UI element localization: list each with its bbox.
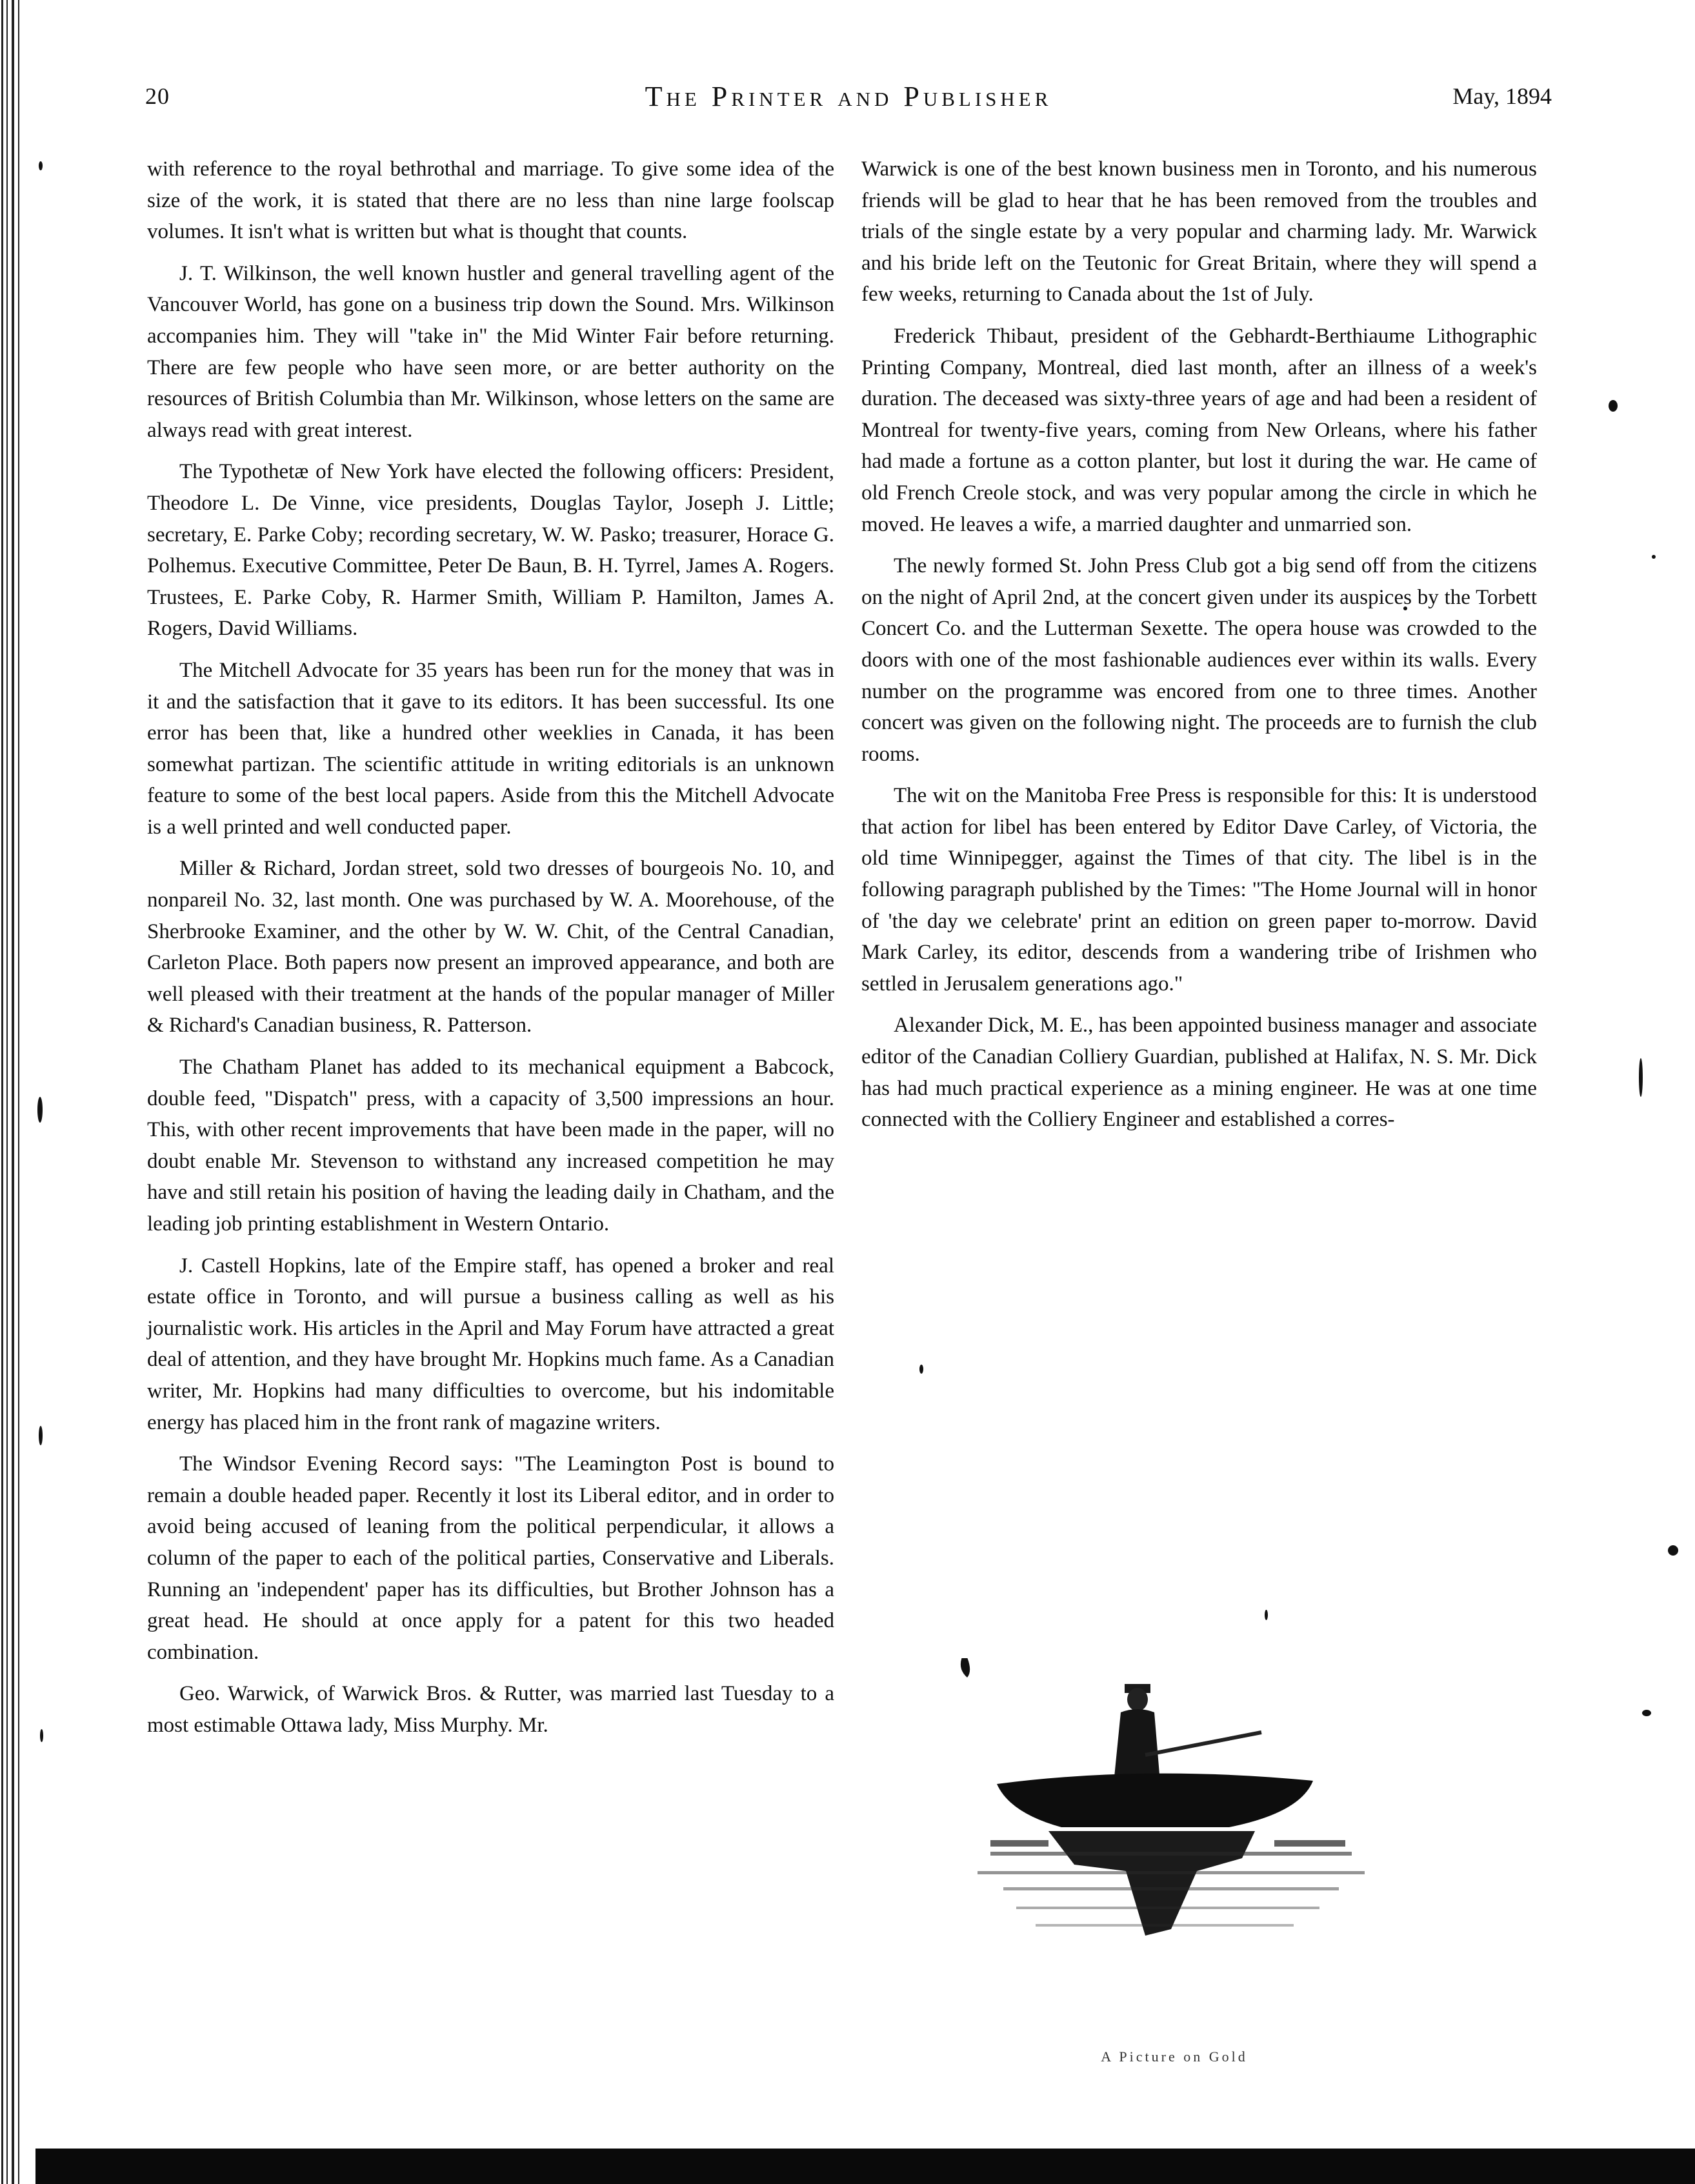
- scan-speck: [1668, 1545, 1678, 1556]
- scan-edge-artifact: [0, 0, 26, 2184]
- article-paragraph: J. Castell Hopkins, late of the Empire staff, has opened a broker and real estate office in Toronto, and will pursue a business calling as well as his journalistic work. His articles in the April and May Forum have attracted a great deal of attention, and they have brought Mr. Hopkins much fame. As a Canadian writer, Mr. Hopkins had many difficulties to overcome, but his indomitable energy has placed him in the front rank of magazine writers.: [147, 1254, 834, 1434]
- scan-speck: [39, 161, 43, 170]
- running-head: [145, 77, 1552, 123]
- article-paragraph: Frederick Thibaut, president of the Gebhardt-Berthiaume Lithographic Printing Company, Montreal, died last month, after an illness of a week's duration. The deceased was sixty-three years of age and had been a resident of Montreal for twenty-five years, coming from New Orleans, where his father had made a fortune as a cotton planter, but lost it during the war. He came of old French Creole stock, and was very popular among the circle in which he moved. He leaves a wife, a married daughter and unmarried son.: [861, 324, 1537, 536]
- scan-speck: [919, 1365, 923, 1374]
- photo-caption: A Picture on Gold: [1101, 2049, 1248, 2065]
- article-paragraph: The wit on the Manitoba Free Press is responsible for this: It is understood that action for libel has been entered by Editor Dave Carley, of Victoria, the old time Winnipegger, against the Times of that city. The libel is in the following paragraph published by the Times: "The Home Journal will in honor of 'the day we celebrate' print an edition on green paper to-morrow. David Mark Carley, its editor, descends from a wandering tribe of Irishmen who settled in Jerusalem generations ago.": [861, 784, 1537, 996]
- article-paragraph: Alexander Dick, M. E., has been appointed business manager and associate editor of the Canadian Colliery Guardian, published at Halifax, N. S. Mr. Dick has had much practical experience as a mining engineer. He was at one time connected with the Colliery Engineer and established a corres-: [861, 1014, 1537, 1132]
- scan-speck: [1639, 1058, 1643, 1097]
- article-paragraph: with reference to the royal bethrothal and marriage. To give some idea of the size of the work, it is stated that there are no less than nine large foolscap volumes. It isn't what is written but what is thought that counts.: [147, 157, 834, 244]
- issue-date: May, 1894: [1452, 83, 1552, 109]
- publication-title: The Printer and Publisher: [645, 81, 1052, 112]
- article-paragraph: The Windsor Evening Record says: "The Leamington Post is bound to remain a double headed paper. Recently it lost its Liberal editor, and in order to avoid being accused of leaning from the political perpendicular, it allows a column of the paper to each of the political parties, Conservative and Liberals. Running an 'independent' paper has its difficulties, but Brother Johnson has a great head. He should at once apply for a patent for this two headed combination.: [147, 1452, 834, 1664]
- rowboat-photo: [952, 1658, 1378, 2019]
- page-number: 20: [145, 83, 170, 109]
- article-paragraph: The newly formed St. John Press Club got a big send off from the citizens on the night of April 2nd, at the concert given under its auspices by the Torbett Concert Co. and the Lutterman Sexette. The opera house was crowded to the doors with one of the most fashionable audiences ever within its walls. Every number on the programme was encored from one to three times. Another concert was given on the following night. The proceeds are to furnish the club rooms.: [861, 554, 1537, 766]
- bottom-rule: [35, 2149, 1695, 2184]
- scan-speck: [37, 1097, 43, 1123]
- scan-speck: [1652, 555, 1656, 559]
- left-column: [147, 154, 834, 1752]
- article-paragraph: Warwick is one of the best known business men in Toronto, and his numerous friends will be glad to hear that he has been removed from the troubles and trials of the single estate by a very popular and charming lady. Mr. Warwick and his bride left on the Teutonic for Great Britain, where they will spend a few weeks, returning to Canada about the 1st of July.: [861, 157, 1537, 306]
- scan-speck: [39, 1426, 43, 1445]
- article-paragraph: Geo. Warwick, of Warwick Bros. & Rutter, was married last Tuesday to a most estimable Ottawa lady, Miss Murphy. Mr.: [147, 1682, 834, 1737]
- article-paragraph: The Mitchell Advocate for 35 years has been run for the money that was in it and the satisfaction that it gave to its editors. It has been successful. Its one error has been that, like a hundred other weeklies in Canada, it has been somewhat partizan. The scientific attitude in writing editorials is an unknown feature to some of the best local papers. Aside from this the Mitchell Advocate is a well printed and well conducted paper.: [147, 658, 834, 839]
- article-paragraph: Miller & Richard, Jordan street, sold two dresses of bourgeois No. 10, and nonpareil No. 32, last month. One was purchased by W. A. Moorehouse, of the Sherbrooke Examiner, and the other by W. W. Chit, of the Central Canadian, Carleton Place. Both papers now present an improved appearance, and both are well pleased with their treatment at the hands of the popular manager of Miller & Richard's Canadian business, R. Patterson.: [147, 857, 834, 1037]
- article-paragraph: J. T. Wilkinson, the well known hustler and general travelling agent of the Vancouver World, has gone on a business trip down the Sound. Mrs. Wilkinson accompanies him. They will "take in" the Mid Winter Fair before returning. There are few people who have seen more, or are better authority on the resources of British Columbia than Mr. Wilkinson, whose letters on the same are always read with great interest.: [147, 261, 834, 442]
- scan-speck: [40, 1729, 43, 1742]
- scan-speck: [1642, 1710, 1651, 1716]
- right-column: [861, 154, 1537, 1146]
- scan-speck: [1609, 400, 1618, 412]
- scan-speck: [1265, 1610, 1268, 1620]
- article-paragraph: The Typothetæ of New York have elected the following officers: President, Theodore L. De Vinne, vice presidents, Douglas Taylor, Joseph J. Little; secretary, E. Parke Coby; recording secretary, W. W. Pasko; treasurer, Horace G. Polhemus. Executive Committee, Peter De Baun, B. H. Tyrrel, James A. Rogers. Trustees, E. Parke Coby, R. Harmer Smith, William P. Hamilton, James A. Rogers, David Williams.: [147, 460, 834, 641]
- article-paragraph: The Chatham Planet has added to its mechanical equipment a Babcock, double feed, "Dispatch" press, with a capacity of 3,500 impressions an hour. This, with other recent improvements that have been made in the paper, will no doubt enable Mr. Stevenson to withstand any increased competition he may have and still retain his position of having the leading daily in Chatham, and the leading job printing establishment in Western Ontario.: [147, 1056, 834, 1236]
